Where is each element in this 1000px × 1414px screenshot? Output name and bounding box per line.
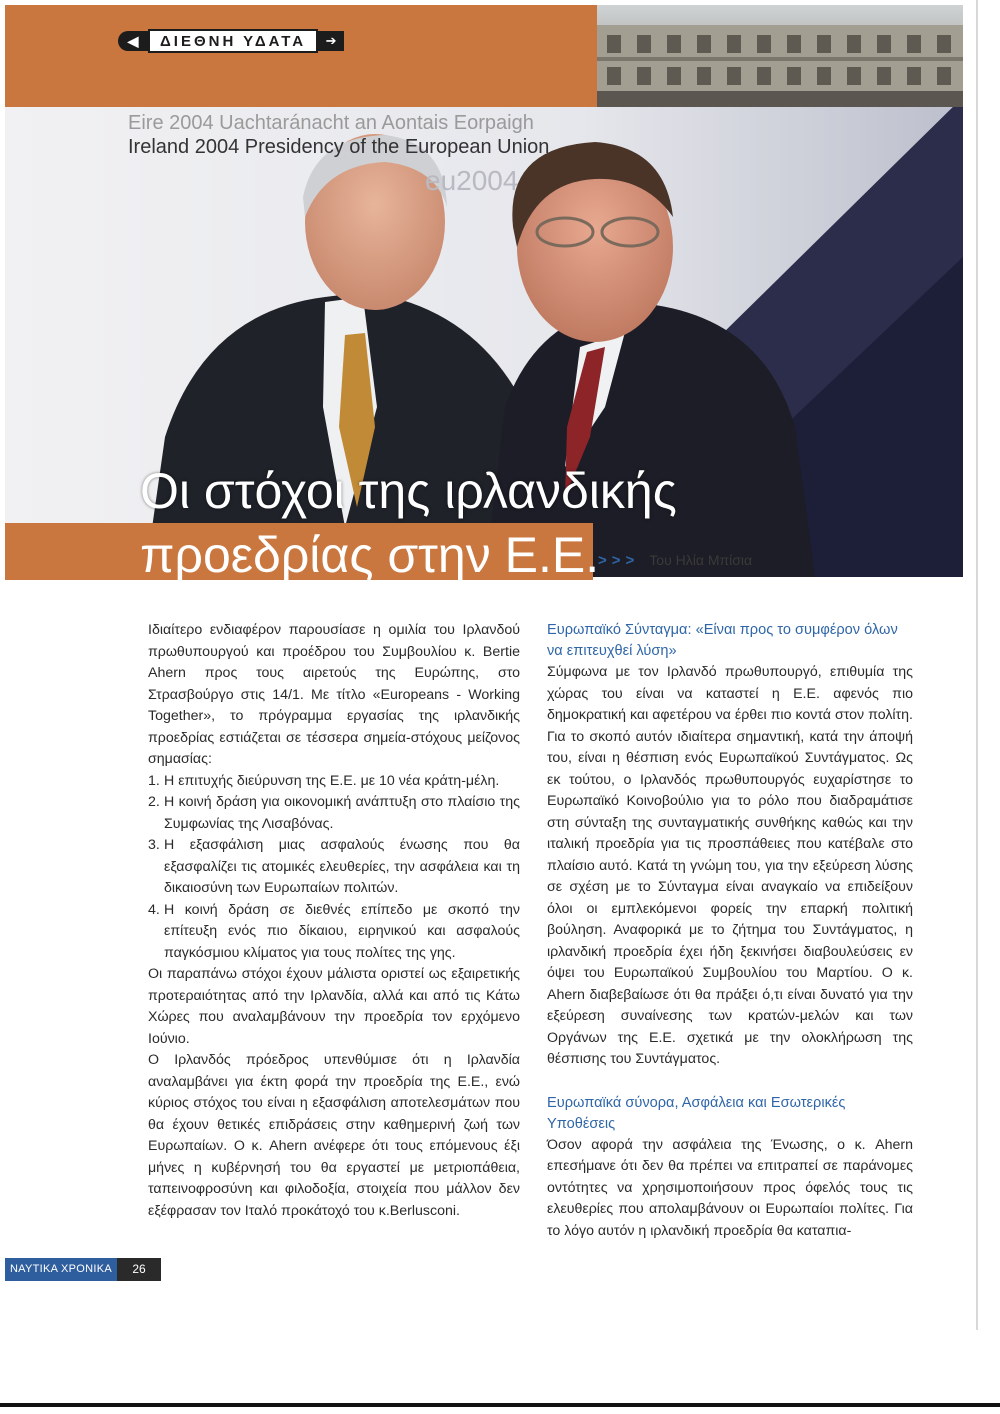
intro-paragraph: Ιδιαίτερο ενδιαφέρον παρουσίασε η ομιλία του Ιρλανδού πρωθυπουργού και προέδρου του Συμβουλίου κ. Bertie Ahern προς τους αιρετούς της Ευρώπης, στο Στρασβούργο στις 14/1. Με τίτλο «Europeans - Working Together», το πρόγραμμα εργασίας της ιρλανδικής προεδρίας εστιάζεται σε τέσσερα σημεία-στόχους μείζονος σημασίας: bbox=[148, 622, 520, 767]
byline-author: Του Ηλία Μπίσια bbox=[649, 552, 753, 568]
list-item-text: Η κοινή δράση για οικονομική ανάπτυξη στο πλαίσιο της Συμφωνίας της Λισαβόνας. bbox=[164, 794, 520, 832]
paragraph: Όσον αφορά την ασφάλεια της Ένωσης, ο κ. Ahern επεσήμανε ότι δεν θα πρέπει να επιτραπεί σε παράνομες οντότητες να χρησιμοποιήσουν προς όφελός τους τις ελευθερίες που απολαμβάνουν οι Ευρωπαίοι πολίτες. Για το λόγο αυτόν η ιρλανδική προεδρία θα καταπια- bbox=[547, 1136, 913, 1239]
paragraph: Οι παραπάνω στόχοι έχουν μάλιστα οριστεί ως εξαιρετικής προτεραιότητας από την Ιρλανδία, αλλά και από τις Κάτω Χώρες που αναλαμβάνουν την προεδρία τον ερχόμενο Ιούνιο. bbox=[148, 966, 520, 1047]
article-column-left bbox=[148, 620, 520, 1222]
list-number: 3. bbox=[148, 837, 160, 853]
list-item-text: Η εξασφάλιση μιας ασφαλούς ένωσης που θα εξασφαλίζει τις ατομικές ελευθερίες, την ασφάλεια και τη δικαιοσύνη των Ευρωπαίων πολιτών. bbox=[164, 837, 520, 896]
goals-list bbox=[148, 771, 520, 965]
arrow-left-icon: ◀ bbox=[118, 31, 148, 51]
page-number: 26 bbox=[117, 1258, 161, 1281]
arrow-right-icon: ➔ bbox=[318, 31, 344, 51]
list-item-text: Η κοινή δράση σε διεθνές επίπεδο με σκοπό την επίτευξη ενός πιο δίκαιου, ειρηνικού και ασφαλούς παγκόσμιου κλίματος για τους πολίτες της γης. bbox=[164, 901, 520, 961]
banner-text-english-value: Ireland 2004 Presidency of the European Union bbox=[128, 136, 550, 158]
article-column-right bbox=[547, 620, 913, 1242]
list-number: 1. bbox=[148, 772, 160, 789]
subheading-constitution: Ευρωπαϊκό Σύνταγμα: «Είναι προς το συμφέρον όλων να επιτευχθεί λύση» bbox=[547, 622, 898, 659]
article-title-line2: προεδρίας στην Ε.Ε. bbox=[140, 527, 600, 583]
section-tag bbox=[118, 30, 344, 52]
banner-logo-text: eu2004 bbox=[425, 165, 519, 196]
list-item-text: Η επιτυχής διεύρυνση της Ε.Ε. με 10 νέα κράτη-μέλη. bbox=[164, 772, 500, 789]
banner-text-english bbox=[128, 136, 549, 159]
list-item bbox=[148, 792, 520, 835]
paragraph: Σύμφωνα με τον Ιρλανδό πρωθυπουργό, επιθυμία της χώρας του είναι να καταστεί η Ε.Ε. αφενός πιο δημοκρατική και αφετέρου να έρθει πιο κοντά στον πολίτη. Για το σκοπό αυτόν ιδιαίτερα σημαντική, κατά την άποψή του, είναι η θέσπιση ενός Ευρωπαϊκού Συντάγματος. Ως εκ τούτου, ο Ιρλανδός πρωθυπουργός ευχαρίστησε το Ευρωπαϊκό Κοινοβούλιο για το ρόλο που διαδραμάτισε στη σύνταξη της συνταγματικής συνθήκης καθώς και την ιταλική προεδρία για τις προσπάθειες που κατέβαλε στο πλαίσιο αυτό. Κατά τη γνώμη του, για την εξεύρεση λύσης σε σχέση με το Σύνταγμα είναι αναγκαίο να επιδείξουν όλοι οι εμπλεκόμενοι φορείς την επαρκή πολιτική βούληση. Αναφορικά με το ζήτημα του Συντάγματος, η ιρλανδική προεδρία έχει ήδη ξεκινήσει διαβουλεύσεις εν όψει του Ευρωπαϊκού Συμβουλίου του Μαρτίου. Ο κ. Ahern διαβεβαίωσε ότι θα πράξει ό,τι είναι δυνατό για την εξεύρεση συναίνεσης των κρατών-μελών και των Οργάνων της Ε.Ε. σχετικά με την ολοκλήρωση της θέσπισης του Συντάγματος. bbox=[547, 664, 913, 1067]
article-title-line1: Οι στόχοι της ιρλανδικής bbox=[140, 463, 677, 519]
list-number: 4. bbox=[148, 901, 160, 918]
spacer bbox=[547, 1071, 913, 1093]
list-item bbox=[148, 900, 520, 965]
building-photo bbox=[597, 5, 963, 107]
magazine-name: ΝΑΥΤΙΚΑ ΧΡΟΝΙΚΑ bbox=[5, 1258, 117, 1281]
byline bbox=[598, 552, 752, 569]
banner-text-irish: Eire 2004 Uachtaránacht an Aontais Eorpaigh bbox=[128, 112, 534, 134]
bottom-rule bbox=[0, 1403, 1000, 1407]
subheading-borders-security: Ευρωπαϊκά σύνορα, Ασφάλεια και Εσωτερικές Υποθέσεις bbox=[547, 1094, 846, 1132]
list-number: 2. bbox=[148, 794, 160, 810]
byline-arrows: >>> bbox=[598, 552, 640, 569]
paragraph: Ο Ιρλανδός πρόεδρος υπενθύμισε ότι η Ιρλανδία αναλαμβάνει για έκτη φορά την προεδρία της Ε.Ε., ενώ κύριος στόχος του είναι η εξασφάλιση αποτελεσμάτων που θα έχουν θετικές επιδράσεις στην καθημερινή ζωή των Ευρωπαίων. Ο κ. Ahern ανέφερε ότι τους επόμενους έξι μήνες η κυβέρνησή του θα εργαστεί με μετριοπάθεια, ταπεινοφροσύνη και φιλοδοξία, στοιχεία που μάλλον δεν εξέφρασαν τον Ιταλό προκάτοχό του κ.Berlusconi. bbox=[148, 1052, 520, 1219]
section-label: ΔΙΕΘΝΗ ΥΔΑΤΑ bbox=[148, 29, 318, 53]
list-item bbox=[148, 771, 520, 793]
list-item bbox=[148, 835, 520, 900]
page-edge-rule bbox=[976, 0, 978, 1330]
